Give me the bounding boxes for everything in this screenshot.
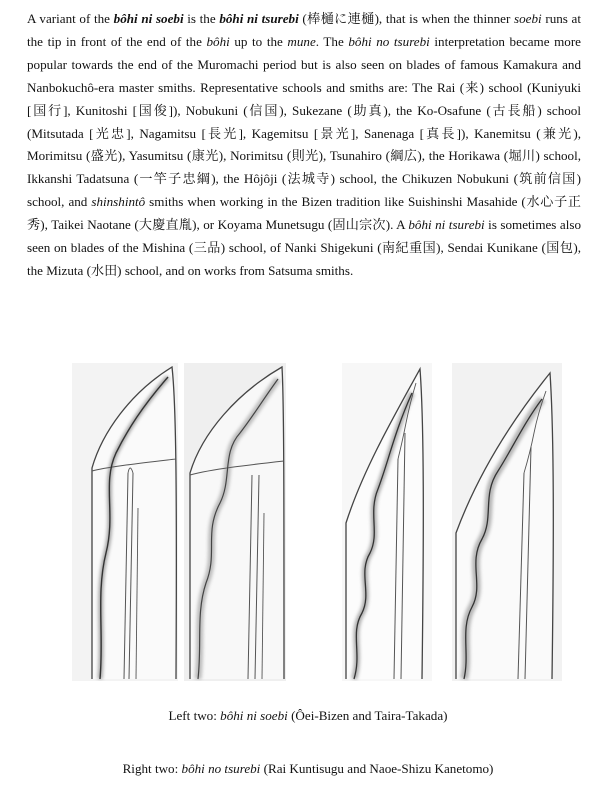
text-run: A variant of the: [27, 11, 114, 26]
text-run: smiths when working in the Bizen tradition like Suishinshi Masahide (水心子正秀), Taikei Naotane (大慶直胤), or Koyama Munetsugu (固山宗次). A: [27, 194, 581, 233]
text-run: up to the: [229, 33, 288, 49]
term-bohi: bôhi: [206, 33, 230, 49]
caption-term: bôhi no tsurebi: [181, 761, 261, 776]
text-run: is the: [183, 11, 220, 26]
term-soebi: soebi: [514, 11, 542, 26]
caption-text: (Rai Kuntisugu and Naoe-Shizu Kanetomo): [260, 761, 494, 776]
caption-text: (Ôei-Bizen and Taira-Takada): [287, 708, 448, 723]
text-run: is sometimes also seen on blades of the Mishina (三品) school, of Nanki Shigekuni (南紀重国), Sendai Kunikane (国包), the Mizuta (水田) school, and on works from Satsuma smiths.: [27, 217, 581, 278]
text-run: (棒樋に連樋), that is when the thinner: [298, 11, 515, 26]
term-bohi-ni-tsurebi: bôhi ni tsurebi: [408, 217, 485, 233]
caption-term: bôhi ni soebi: [220, 708, 288, 723]
term-mune: mune: [287, 33, 316, 49]
caption-text: Left two:: [168, 708, 221, 723]
text-run: . The: [315, 33, 349, 49]
term-bohi-ni-soebi: bôhi ni soebi: [113, 11, 184, 26]
blade-drawing-3: [342, 363, 432, 681]
body-paragraph: [27, 8, 581, 283]
term-bohi-ni-tsurebi: bôhi ni tsurebi: [219, 11, 299, 26]
blade-drawing-1: [72, 363, 178, 681]
blade-illustrations: [72, 363, 562, 681]
blade-drawing-4: [452, 363, 562, 681]
text-run: interpretation became more popular towards the end of the Muromachi period but is also seen on blades of famous Kamakura and Nanbokuchô-era master smiths. Representative schools and smiths are: The Rai (来) school (Kuniyuki [国行], Kunitoshi [国俊]), Nobukuni (信国), Sukezane (助真), the Ko-Osafune (古長船) school (Mitsutada [光忠], Nagamitsu [長光], Kagemitsu [景光], Sanenaga [真長]), Kanemitsu (兼光), Morimitsu (盛光), Yasumitsu (康光), Norimitsu (則光), Tsunahiro (綱広), the Horikawa (堀川) school, Ikkanshi Tadatsuna (一竿子忠綱), the Hôjôji (法城寺) school, the Chikuzen Nobukuni (筑前信国) school, and: [27, 33, 581, 210]
caption-left-two: [0, 708, 616, 724]
term-shinshinto: shinshintô: [91, 194, 146, 210]
text-run: runs at the tip in front of the end of the: [27, 11, 582, 49]
caption-right-two: [0, 761, 616, 777]
term-bohi-no-tsurebi: bôhi no tsurebi: [348, 33, 430, 49]
caption-text: Right two:: [122, 761, 182, 776]
blade-drawing-2: [184, 363, 286, 681]
